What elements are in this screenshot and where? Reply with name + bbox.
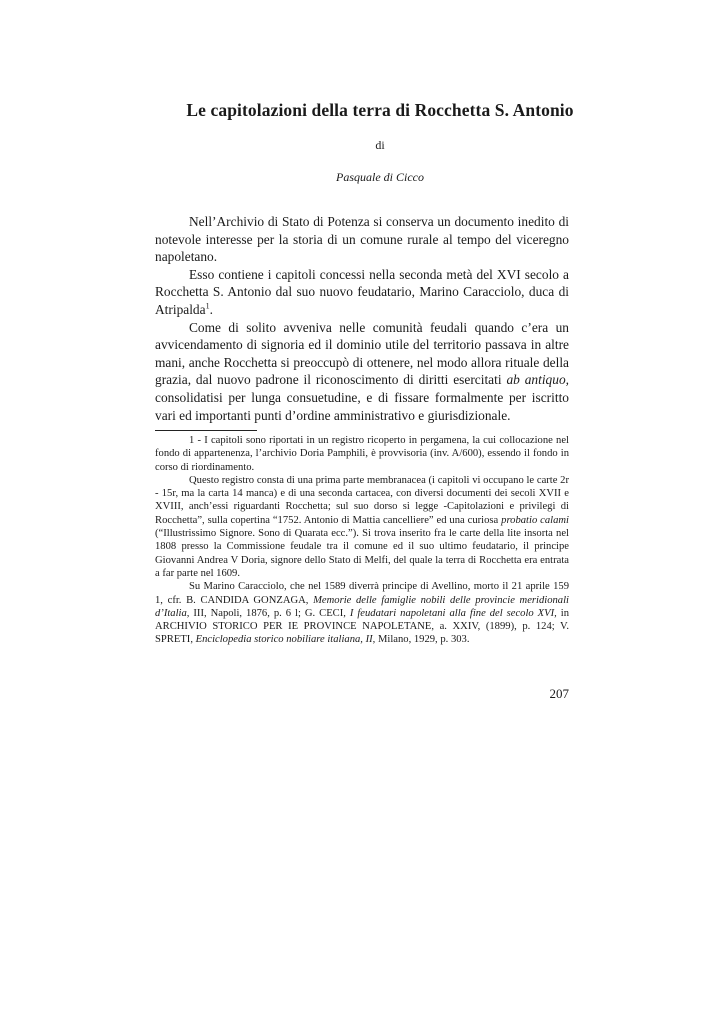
paragraph-3-italic: ab antiquo,: [506, 372, 569, 388]
paragraph-1-text: Nell’Archivio di Stato di Potenza si conserva un documento inedito di notevole interesse per la storia di un comune rurale al tempo del viceregno napoletano.: [155, 214, 569, 265]
footnote-ref-1: 1: [205, 301, 210, 311]
footnote-2-text-a: Questo registro consta di una prima parte membranacea (i capitoli vi occupano le carte 2r - 15r, ma la carta 14 manca) e di una seconda cartacea, con diversi documenti dei secoli XVII e XVIII, anch’essi riguardanti Rocchetta; sul suo dorso si legge -Capitolazioni e privilegi di Rocchetta”, sulla copertina “1752. Antonio di Mattia cancelliere” ed una curiosa: [155, 474, 569, 526]
author-name: Pasquale di Cicco: [336, 170, 424, 184]
footnote-3-text-c: in ARCHIVIO STORICO PER IE PROVINCE NAPOLETANE, a. XXIV, (1899), p. 124; V. SPRETI,: [155, 607, 570, 646]
footnote-2-italic: probatio calami: [501, 514, 569, 526]
paragraph-2: [155, 266, 569, 319]
footnote-3-italic-3: Enciclopedia storico nobiliare italiana, II,: [195, 634, 376, 646]
footnote-divider: [155, 430, 257, 431]
footnote-1-cont-b: [155, 580, 569, 646]
body-text: [155, 213, 569, 424]
footnote-3-italic-2: I feudatari napoletani alla fine del secolo XVI,: [349, 607, 557, 619]
footnote-3-text-a: Su Marino Caracciolo, che nel 1589 diverrà principe di Avellino, morto il 21 aprile 159 1, cfr. B. CANDIDA GONZAGA,: [155, 581, 569, 606]
footnote-1: [155, 434, 569, 474]
paragraph-3-text-b: consolidatisi per lunga consuetudine, e di fissare formalmente per iscritto vari ed importanti punti d’ordine amministrativo e giurisdizionale.: [155, 389, 569, 423]
footnote-1-cont-a: [155, 474, 569, 580]
footnote-1-text: 1 - I capitoli sono riportati in un registro ricoperto in pergamena, la cui collocazione nel fondo di appartenenza, l’archivio Doria Pamphili, è provvisoria (inv. A/600), essendo il fondo in corso di riordinamento.: [155, 435, 569, 473]
paragraph-2-end: .: [209, 301, 213, 317]
paragraph-3-text-a: Come di solito avveniva nelle comunità feudali quando c’era un avvicendamento di signoria ed il dominio utile del territorio passava in altre mani, anche Rocchetta si preoccupò di ottenere, nel modo allora rituale della grazia, dal nuovo padrone il riconoscimento di diritti esercitati: [155, 319, 569, 388]
page-number: 207: [549, 686, 569, 701]
byline-di: di: [375, 138, 385, 152]
footnote-3-italic-1: Memorie delle famiglie nobili delle provincie meridionali d’Italia,: [155, 594, 569, 619]
paragraph-3: [155, 319, 569, 425]
paragraph-1: [155, 213, 569, 266]
article-title: Le capitolazioni della terra di Rocchetta S. Antonio: [186, 100, 574, 120]
paragraph-2-text: Esso contiene i capitoli concessi nella seconda metà del XVI secolo a Rocchetta S. Antonio dal suo nuovo feudatario, Marino Caracciolo, duca di Atripalda: [155, 266, 569, 317]
footnote-2-text-b: (“Illustrissimo Signore. Sono di Quarata ecc.”). Si trova inserito fra le carte della lite insorta nel 1808 presso la Commissione feudale tra il comune ed il suo ultimo feudatario, il principe Giovanni Andrea V Doria, signore dello Stato di Melfi, del quale la terra di Rocchetta era entrata a far parte nel 1609.: [155, 528, 569, 579]
footnote-3-text-d: Milano, 1929, p. 303.: [375, 634, 470, 646]
footnotes: [155, 434, 569, 647]
footnote-3-text-b: III, Napoli, 1876, p. 6 l; G. CECI,: [189, 607, 350, 619]
